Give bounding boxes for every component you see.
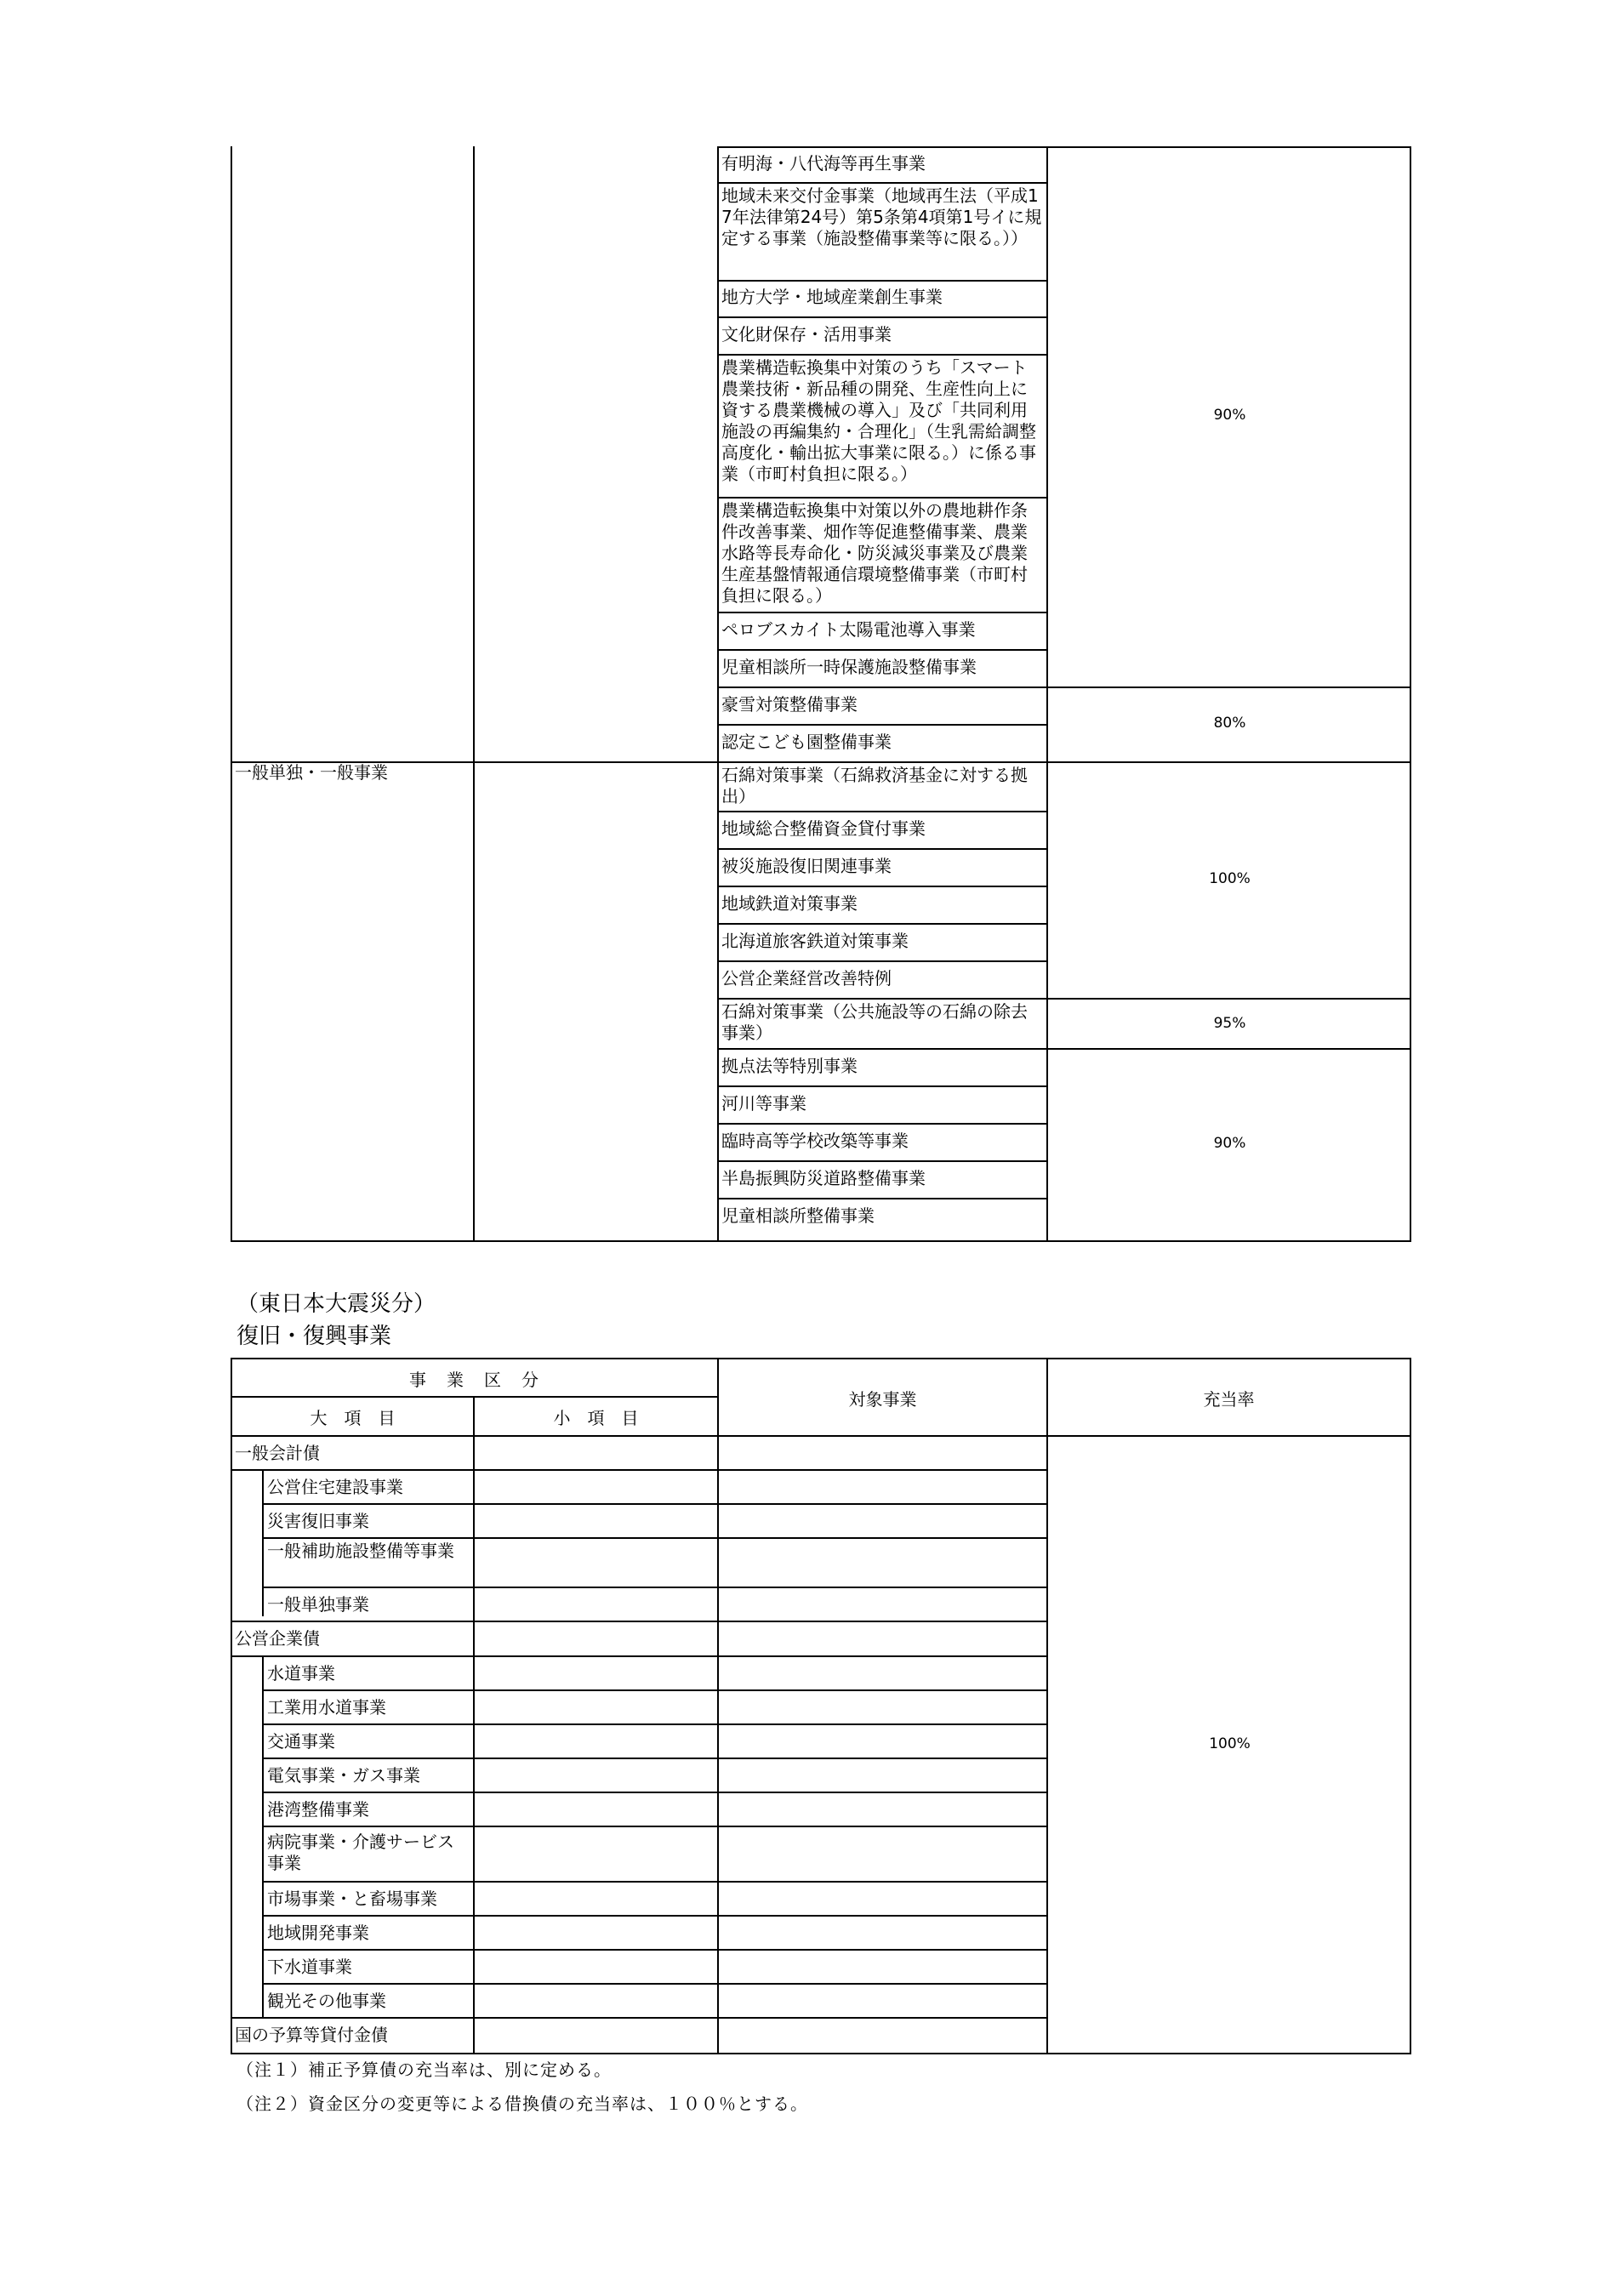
row-label: 病院事業・介護サービス事業	[267, 1832, 454, 1873]
indent-line	[262, 1469, 264, 1616]
row-label: 国の予算等貸付金債	[235, 2025, 388, 2045]
row-label: 電気事業・ガス事業	[267, 1765, 420, 1786]
item-label: 認定こども園整備事業	[721, 732, 892, 752]
indent-line	[262, 1655, 264, 2019]
item-label: 地域総合整備資金貸付事業	[721, 818, 926, 839]
row-divider	[717, 998, 1411, 1000]
row-label: 市場事業・と畜場事業	[267, 1889, 437, 1909]
item-label: 地域鉄道対策事業	[721, 893, 858, 914]
row-divider	[717, 1198, 1048, 1199]
row-divider	[231, 1469, 1048, 1471]
row-divider	[717, 811, 1048, 812]
row-divider	[231, 2017, 1048, 2019]
row-label: 地域開発事業	[267, 1923, 369, 1943]
table-border	[231, 1240, 1411, 1242]
item-label: 農業構造転換集中対策のうち「スマート農業技術・新品種の開発、生産性向上に資する農業機械の導入」及び「共同利用施設の再編集約・合理化」（生乳需給調整高度化・輸出拡大事業に限る。）に係る事業（市町村負担に限る。）	[721, 357, 1036, 484]
row-label: 観光その他事業	[267, 1991, 386, 2011]
row-label: 公営住宅建設事業	[267, 1477, 403, 1497]
item-label: 文化財保存・活用事業	[721, 324, 892, 345]
table-border	[717, 146, 1411, 148]
item-label: 石綿対策事業（公共施設等の石綿の除去事業）	[721, 1001, 1028, 1043]
row-divider	[717, 1048, 1411, 1050]
item-label: 地域未来交付金事業（地域再生法（平成17年法律第24号）第5条第4項第1号イに規定する事業（施設整備事業等に限る。））	[721, 185, 1042, 248]
table-border	[231, 146, 232, 1242]
note-2: （注２）資金区分の変更等による借換債の充当率は、１００％とする。	[236, 2094, 808, 2114]
row-label: 交通事業	[267, 1731, 335, 1752]
item-label: 農業構造転換集中対策以外の農地耕作条件改善事業、畑作等促進整備事業、農業水路等長寿命化・防災減災事業及び農業生産基盤情報通信環境整備事業（市町村負担に限る。）	[721, 500, 1028, 606]
row-divider	[717, 182, 1048, 184]
row-divider	[231, 761, 1411, 763]
section-subheading: 復旧・復興事業	[236, 1324, 392, 1349]
row-divider	[231, 1655, 1048, 1657]
row-divider	[717, 687, 1411, 688]
header-divider	[231, 1435, 1411, 1437]
header-jigyo-kubun: 事 業 区 分	[409, 1370, 540, 1390]
header-divider	[231, 1396, 719, 1398]
header-juto: 充当率	[1203, 1389, 1255, 1410]
row-divider	[717, 960, 1048, 962]
row-divider	[262, 1826, 1048, 1827]
row-label: 公営企業債	[235, 1628, 320, 1649]
item-label: 豪雪対策整備事業	[721, 694, 858, 715]
row-divider	[262, 1758, 1048, 1759]
row-divider	[262, 1881, 1048, 1883]
rate-value: 95%	[1213, 1015, 1246, 1032]
header-taisho: 対象事業	[848, 1389, 917, 1410]
row-divider	[262, 1587, 1048, 1588]
row-divider	[717, 354, 1048, 356]
table-border	[231, 1358, 1411, 1359]
note-1: （注１）補正予算債の充当率は、別に定める。	[236, 2060, 612, 2080]
row-divider	[717, 724, 1048, 726]
rate-value: 90%	[1213, 407, 1246, 424]
category-label: 一般単独・一般事業	[235, 762, 388, 783]
row-divider	[717, 848, 1048, 850]
rate-value: 80%	[1213, 715, 1246, 732]
table-border	[1410, 146, 1411, 1242]
header-daikomoku: 大 項 目	[310, 1408, 396, 1428]
row-divider	[717, 649, 1048, 651]
item-label: 児童相談所整備事業	[721, 1205, 875, 1226]
table-border	[1046, 146, 1048, 1242]
table-border	[717, 146, 719, 1242]
header-shokomoku: 小 項 目	[553, 1408, 639, 1428]
item-label: 河川等事業	[721, 1093, 806, 1114]
row-label: 港湾整備事業	[267, 1799, 369, 1820]
row-divider	[262, 1949, 1048, 1951]
section-heading: （東日本大震災分）	[236, 1291, 436, 1317]
item-label: 臨時高等学校改築等事業	[721, 1131, 909, 1151]
item-label: 半島振興防災道路整備事業	[721, 1168, 926, 1188]
row-divider	[262, 1915, 1048, 1917]
row-label: 工業用水道事業	[267, 1697, 386, 1718]
row-divider	[262, 1792, 1048, 1793]
row-divider	[231, 1621, 1048, 1622]
row-divider	[262, 1723, 1048, 1725]
row-divider	[717, 1160, 1048, 1162]
row-divider	[717, 497, 1048, 499]
row-divider	[262, 1689, 1048, 1691]
row-label: 一般会計債	[235, 1443, 320, 1463]
row-divider	[717, 886, 1048, 887]
row-label: 水道事業	[267, 1663, 335, 1684]
row-label: 災害復旧事業	[267, 1511, 369, 1531]
row-divider	[262, 1503, 1048, 1505]
item-label: 地方大学・地域産業創生事業	[721, 287, 943, 307]
item-label: 公営企業経営改善特例	[721, 968, 892, 988]
row-divider	[262, 1983, 1048, 1985]
row-label: 一般単独事業	[267, 1594, 369, 1615]
item-label: 石綿対策事業（石綿救済基金に対する拠出）	[721, 765, 1028, 806]
item-label: 有明海・八代海等再生事業	[721, 153, 926, 174]
row-label: 一般補助施設整備等事業	[267, 1541, 454, 1561]
table-border	[1410, 1358, 1411, 2054]
item-label: 児童相談所一時保護施設整備事業	[721, 657, 977, 677]
table-border	[231, 1358, 232, 2054]
row-divider	[717, 923, 1048, 925]
table-border	[473, 1396, 475, 2054]
item-label: 北海道旅客鉄道対策事業	[721, 931, 909, 951]
table-border	[231, 2053, 1411, 2054]
rate-value: 100%	[1209, 870, 1251, 887]
row-divider	[717, 1123, 1048, 1125]
item-label: 被災施設復旧関連事業	[721, 856, 892, 876]
row-divider	[717, 280, 1048, 282]
row-label: 下水道事業	[267, 1957, 352, 1977]
row-divider	[717, 612, 1048, 613]
table-border	[473, 146, 475, 1242]
rate-value: 90%	[1213, 1135, 1246, 1152]
row-divider	[717, 316, 1048, 318]
rate-value: 100%	[1209, 1735, 1251, 1752]
row-divider	[717, 1085, 1048, 1087]
item-label: ペロブスカイト太陽電池導入事業	[721, 619, 976, 640]
item-label: 拠点法等特別事業	[721, 1056, 858, 1076]
row-divider	[262, 1537, 1048, 1539]
